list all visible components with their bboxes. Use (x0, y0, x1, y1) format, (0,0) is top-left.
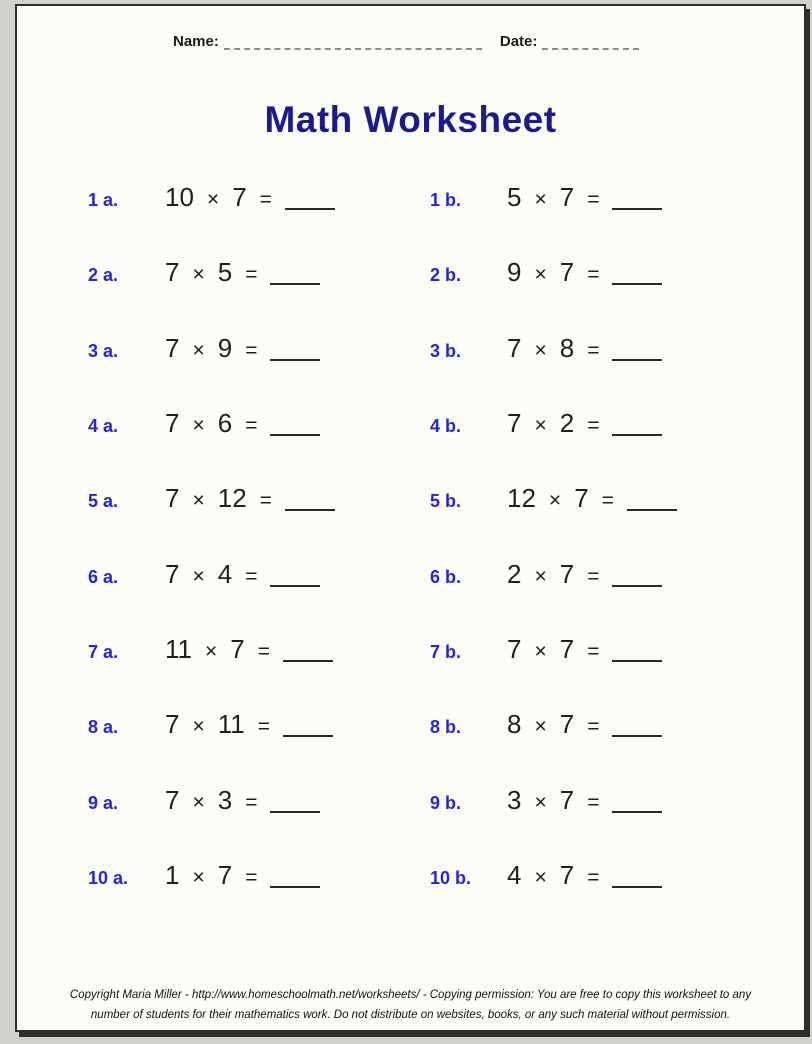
page-title: Math Worksheet (264, 99, 557, 140)
problem-expression (165, 785, 320, 816)
factor-1: 7 (165, 784, 180, 815)
factor-2: 7 (217, 859, 233, 890)
equals-sign: = (259, 489, 272, 513)
factor-2: 7 (232, 182, 247, 213)
problem-number-label: 8 b. (430, 717, 462, 738)
copyright-footer (17, 985, 804, 1025)
problem-7b (430, 634, 804, 665)
equals-sign: = (257, 639, 270, 663)
problem-6b (430, 559, 804, 590)
problem-number-label: 10 a. (88, 867, 129, 888)
factor-2: 9 (217, 332, 233, 363)
factor-1: 3 (507, 784, 522, 815)
answer-blank (612, 733, 662, 737)
problem-10a (88, 860, 430, 891)
factor-2: 5 (217, 257, 233, 288)
factor-1: 7 (165, 257, 180, 288)
problem-expression (507, 709, 662, 740)
name-date-header (173, 33, 639, 50)
equals-sign: = (245, 564, 258, 588)
answer-blank (270, 357, 320, 361)
date-label: Date: (499, 33, 538, 50)
factor-1: 7 (507, 633, 522, 664)
problem-number-label: 2 a. (88, 265, 119, 286)
problem-expression (165, 483, 335, 514)
factor-2: 7 (559, 633, 575, 664)
factor-1: 2 (507, 558, 522, 589)
problem-expression (165, 333, 320, 364)
equals-sign: = (587, 639, 600, 663)
factor-2: 6 (217, 408, 233, 439)
answer-blank (283, 733, 333, 737)
problem-1b (430, 182, 804, 213)
answer-blank (612, 206, 662, 210)
problem-number-label: 9 a. (88, 792, 119, 813)
problem-3a (88, 333, 430, 364)
factor-1: 5 (507, 182, 522, 213)
factor-2: 2 (559, 408, 575, 439)
problem-expression (165, 559, 320, 590)
equals-sign: = (587, 263, 600, 287)
answer-blank (270, 281, 320, 285)
answer-blank (270, 809, 320, 813)
problem-7a (88, 634, 430, 665)
problem-5a (88, 483, 430, 514)
equals-sign: = (587, 865, 600, 889)
answer-blank (283, 658, 333, 662)
factor-1: 8 (507, 709, 522, 740)
equals-sign: = (245, 414, 258, 438)
worksheet-page (15, 4, 806, 1032)
multiplication-sign: × (534, 865, 547, 889)
equals-sign: = (245, 865, 258, 889)
multiplication-sign: × (192, 865, 205, 889)
factor-1: 9 (507, 257, 522, 288)
problem-expression (165, 182, 335, 213)
problem-expression (507, 634, 662, 665)
problem-expression (507, 257, 662, 288)
multiplication-sign: × (548, 489, 562, 513)
equals-sign: = (587, 414, 600, 438)
multiplication-sign: × (192, 715, 205, 739)
problem-expression (507, 860, 662, 891)
answer-blank (612, 432, 662, 436)
problem-expression (507, 483, 677, 514)
problem-3b (430, 333, 804, 364)
multiplication-sign: × (205, 639, 218, 663)
factor-1: 4 (507, 859, 522, 890)
factor-2: 11 (217, 709, 245, 740)
name-blank-line (224, 34, 482, 50)
multiplication-sign: × (192, 790, 205, 814)
multiplication-sign: × (534, 414, 547, 438)
equals-sign: = (245, 338, 258, 362)
factor-2: 7 (559, 859, 575, 890)
problem-number-label: 3 a. (88, 340, 119, 361)
multiplication-sign: × (192, 414, 205, 438)
factor-1: 10 (165, 182, 194, 213)
equals-sign: = (587, 715, 600, 739)
factor-2: 7 (559, 558, 575, 589)
problem-number-label: 7 a. (88, 641, 119, 662)
factor-2: 7 (574, 483, 589, 514)
problem-4a (88, 408, 430, 439)
answer-blank (285, 206, 335, 210)
equals-sign: = (259, 188, 272, 212)
multiplication-sign: × (534, 338, 547, 362)
answer-blank (627, 507, 677, 511)
multiplication-sign: × (192, 338, 205, 362)
factor-2: 7 (559, 182, 575, 213)
problem-number-label: 7 b. (430, 641, 462, 662)
factor-2: 4 (217, 558, 233, 589)
problem-number-label: 8 a. (88, 717, 119, 738)
factor-1: 7 (165, 709, 180, 740)
answer-blank (270, 884, 320, 888)
equals-sign: = (587, 338, 600, 362)
problem-5b (430, 483, 804, 514)
copyright-line-1: Copyright Maria Miller - http://www.homeschoolmath.net/worksheets/ - Copying permission: You are free to copy this worksheet to any (69, 989, 752, 1001)
problem-2a (88, 257, 430, 288)
problem-expression (507, 785, 662, 816)
equals-sign: = (245, 790, 258, 814)
problem-expression (165, 408, 320, 439)
problem-expression (165, 634, 333, 665)
problems-grid (88, 160, 804, 913)
multiplication-sign: × (534, 790, 547, 814)
answer-blank (612, 884, 662, 888)
problem-expression (507, 408, 662, 439)
factor-2: 3 (217, 784, 233, 815)
problem-number-label: 4 b. (430, 416, 462, 437)
multiplication-sign: × (192, 263, 205, 287)
factor-1: 7 (165, 483, 180, 514)
answer-blank (612, 809, 662, 813)
equals-sign: = (257, 715, 270, 739)
problem-expression (507, 559, 662, 590)
equals-sign: = (587, 564, 600, 588)
problem-10b (430, 860, 804, 891)
answer-blank (270, 583, 320, 587)
problem-number-label: 1 b. (430, 190, 462, 211)
problem-number-label: 1 a. (88, 190, 119, 211)
name-label: Name: (173, 33, 219, 50)
multiplication-sign: × (534, 639, 547, 663)
problem-8a (88, 709, 430, 740)
problem-1a (88, 182, 430, 213)
problem-4b (430, 408, 804, 439)
problem-number-label: 4 a. (88, 416, 119, 437)
problem-number-label: 6 b. (430, 566, 462, 587)
problem-number-label: 5 b. (430, 491, 462, 512)
factor-1: 7 (507, 332, 522, 363)
problem-6a (88, 559, 430, 590)
problem-number-label: 10 b. (430, 867, 472, 888)
multiplication-sign: × (192, 564, 205, 588)
problem-expression (165, 709, 333, 740)
problem-number-label: 6 a. (88, 566, 119, 587)
problem-expression (165, 860, 320, 891)
problem-expression (507, 182, 662, 213)
factor-1: 7 (165, 558, 180, 589)
problem-2b (430, 257, 804, 288)
problem-number-label: 5 a. (88, 491, 119, 512)
multiplication-sign: × (534, 263, 547, 287)
multiplication-sign: × (534, 188, 547, 212)
factor-1: 1 (165, 859, 180, 890)
multiplication-sign: × (534, 715, 547, 739)
factor-2: 7 (230, 633, 245, 664)
problem-8b (430, 709, 804, 740)
date-blank-line (542, 34, 639, 50)
answer-blank (612, 357, 662, 361)
multiplication-sign: × (534, 564, 547, 588)
copyright-line-2: number of students for their mathematics work. Do not distribute on websites, books, or any such material without permission. (90, 1009, 731, 1021)
problem-expression (507, 333, 662, 364)
factor-2: 12 (217, 483, 247, 514)
answer-blank (612, 281, 662, 285)
factor-2: 7 (559, 257, 575, 288)
factor-1: 7 (507, 408, 522, 439)
factor-1: 7 (165, 332, 180, 363)
problem-expression (165, 257, 320, 288)
problem-number-label: 2 b. (430, 265, 462, 286)
problem-number-label: 3 b. (430, 340, 462, 361)
factor-1: 7 (165, 408, 180, 439)
equals-sign: = (245, 263, 258, 287)
factor-2: 7 (559, 784, 575, 815)
problem-9b (430, 785, 804, 816)
answer-blank (285, 507, 335, 511)
problem-9a (88, 785, 430, 816)
multiplication-sign: × (206, 188, 220, 212)
answer-blank (612, 658, 662, 662)
equals-sign: = (587, 188, 600, 212)
factor-1: 11 (165, 633, 192, 664)
answer-blank (612, 583, 662, 587)
problem-number-label: 9 b. (430, 792, 462, 813)
equals-sign: = (601, 489, 614, 513)
factor-2: 8 (559, 332, 575, 363)
factor-1: 12 (507, 483, 536, 514)
answer-blank (270, 432, 320, 436)
multiplication-sign: × (192, 489, 205, 513)
equals-sign: = (587, 790, 600, 814)
factor-2: 7 (559, 709, 575, 740)
